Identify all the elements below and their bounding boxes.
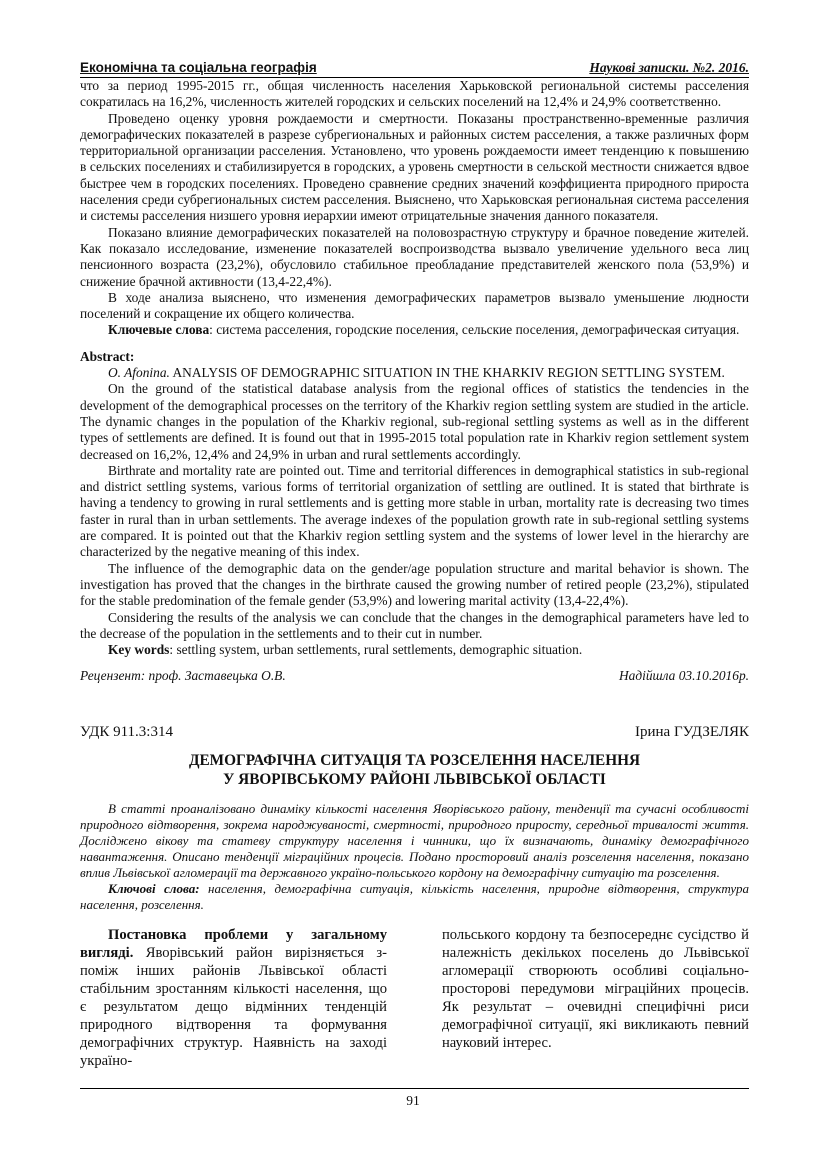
section-heading: Постановка проблеми у загальному вигляді. — [80, 927, 387, 962]
abstract-heading: Abstract: — [80, 348, 135, 364]
annotation-text: В статті проаналізовано динаміку кількості населення Яворівського району, тенденції та сучасні особливості природного відтворення, зокрема народжуваності, смертності, природного приросту, середньої тривалості життя. Досліджено вікову та статеву структуру населення і чинники, що їх визначають, динаміку демографічного навантаження. Описано тенденції міграційних процесів. Подано просторовий аналіз розселення населення, показано вплив Львівської агломерації та державного україно-польського кордону на демографічну ситуацію та розселення. — [80, 801, 749, 881]
abstract-keywords-label: Key words — [108, 642, 170, 658]
review-line — [80, 668, 749, 684]
footer-rule — [80, 1088, 749, 1089]
ru-paragraph: Проведено оценку уровня рождаемости и смертности. Показаны пространственно-временные различия демографических показателей в разрезе субрегиональных и районных систем расселения, а также различных форм территориальной организации расселения. Установлено, что уровень рождаемости имеет тенденцию к повышению в сельских поселениях и стабилизируется в городских, а уровень смертности в сельской местности снижается вдвое быстрее чем в городских поселениях. Проведено сравнение средних значений коэффициента природного прироста населения среди субрегиональных систем расселения. Выяснено, что Харьковская региональная система расселения и системы расселения низшего уровня иерархии имеют отрицательные значения данного показателя. — [80, 110, 749, 224]
abstract-paragraph: The influence of the demographic data on the gender/age population structure and marital behavior is shown. The investigation has proved that the changes in the birthrate caused the growing number of retired people (23,2%), stipulated for the stable predomination of the female gender (53,9%) and lowering marital activity (13,4-22,4%). — [80, 560, 749, 609]
journal-issue: Наукові записки. №2. 2016. — [589, 60, 749, 75]
ru-keywords-label: Ключевые слова — [108, 322, 210, 338]
body-paragraph: польського кордону та безпосереднє сусідство й належність декількох поселень до Львівської агломерації створюють особливі соціально-просторові передумови міграційних процесів. Як результат – очевидні специфічні риси демографічної ситуації, які викликають певний науковий інтерес. — [442, 927, 749, 1052]
article-title-line: У ЯВОРІВСЬКОМУ РАЙОНІ ЛЬВІВСЬКОЇ ОБЛАСТІ — [223, 771, 606, 789]
abstract-author: O. Afonina. — [108, 365, 170, 381]
ru-keywords — [80, 322, 749, 338]
reviewer: Рецензент: проф. Заставецька О.В. — [80, 668, 286, 684]
journal-section: Економічна та соціальна географія — [80, 60, 317, 75]
ru-keywords-text: : система расселения, городские поселения, сельские поселения, демографическая ситуация. — [209, 322, 740, 338]
page-body — [80, 60, 749, 1070]
udk-code: УДК 911.3:314 — [80, 724, 173, 741]
ru-paragraph: Показано влияние демографических показателей на половозрастную структуру и брачное поведение жителей. Как показало исследование, изменение показателей воспроизводства вызвало увеличение удельного веса лиц пенсионного возраста (23,2%), обусловило стабильное преобладание представителей женского пола (53,9%) и снижение брачной активности (13,4-22,4%). — [80, 224, 749, 289]
english-abstract — [80, 349, 749, 659]
column-left — [80, 926, 387, 1070]
abstract-keywords-text: : settling system, urban settlements, rural settlements, demographic situation. — [169, 642, 583, 658]
ua-keywords-label: Ключові слова: — [108, 881, 200, 897]
article-title-line: ДЕМОГРАФІЧНА СИТУАЦІЯ ТА РОЗСЕЛЕННЯ НАСЕЛЕННЯ — [188, 752, 641, 770]
abstract-title: ANALYSIS OF DEMOGRAPHIC SITUATION IN THE KHARKIV REGION SETTLING SYSTEM. — [169, 365, 725, 381]
ru-paragraph: что за период 1995-2015 гг., общая численность населения Харьковской региональной системы расселения сократилась на 16,2%, численность жителей городских и сельских поселений на 12,4% и 24,9% соответственно. — [80, 78, 749, 110]
ru-paragraph: В ходе анализа выяснено, что изменения демографических параметров вызвало уменьшение людности поселений и сокращение их общего количества. — [80, 289, 749, 322]
article-author: Ірина ГУДЗЕЛЯК — [634, 724, 749, 741]
article-title — [80, 751, 749, 789]
abstract-title-line — [80, 365, 749, 381]
abstract-keywords — [80, 642, 749, 658]
column-right — [442, 926, 749, 1070]
two-column-body — [80, 926, 749, 1070]
ua-keywords-text: населення, демографічна ситуація, кількість населення, природне відтворення, структура населення, розселення. — [80, 881, 749, 913]
russian-summary — [80, 78, 749, 339]
received-date: Надійшла 03.10.2016р. — [618, 668, 749, 684]
annotation — [80, 801, 749, 913]
udk-author-line — [80, 724, 749, 741]
body-paragraph — [80, 926, 387, 1070]
page-number: 91 — [406, 1093, 420, 1108]
running-header — [80, 60, 749, 78]
body-text: Яворівський район вирізняється з-поміж інших районів Львівської області стабільним зростанням кількості населення, що є результатом дещо відмінних тенденцій природного відтворення та формування демографічних структур. Наявність на заході україно- — [80, 945, 387, 1070]
abstract-paragraph: Birthrate and mortality rate are pointed out. Time and territorial differences in demographical statistics in sub-regional and district settling systems, various forms of territorial organization of settling are outlined. It is stated that birthrate is having a tendency to growing in rural settlements and is getting more stable in urban, mortality rate is decreasing two times faster in rural than in urban settlements. The average indexes of the population growth rate in sub-regional settling systems are compared. It is pointed out that the Kharkiv region settling system and the systems of lower level in the hierarchy are characterized by the negative meaning of this index. — [80, 462, 749, 560]
abstract-paragraph: On the ground of the statistical database analysis from the regional offices of statistics the tendencies in the development of the demographical processes on the territory of the Kharkiv region settling system are studied in the article. The dynamic changes in the population of the Kharkiv regional, sub-regional settling systems as well as in the different types of settlements are defined. It is found out that in 1995-2015 total population rate in Kharkiv region settlement system decreased on 16,2%, 12,4% and 24,9% in urban and rural settlements accordingly. — [80, 381, 749, 462]
abstract-paragraph: Considering the results of the analysis we can conclude that the changes in the demographical parameters have led to the decrease of the population in the settlements and to their cut in number. — [80, 609, 749, 641]
ua-keywords — [80, 881, 749, 913]
